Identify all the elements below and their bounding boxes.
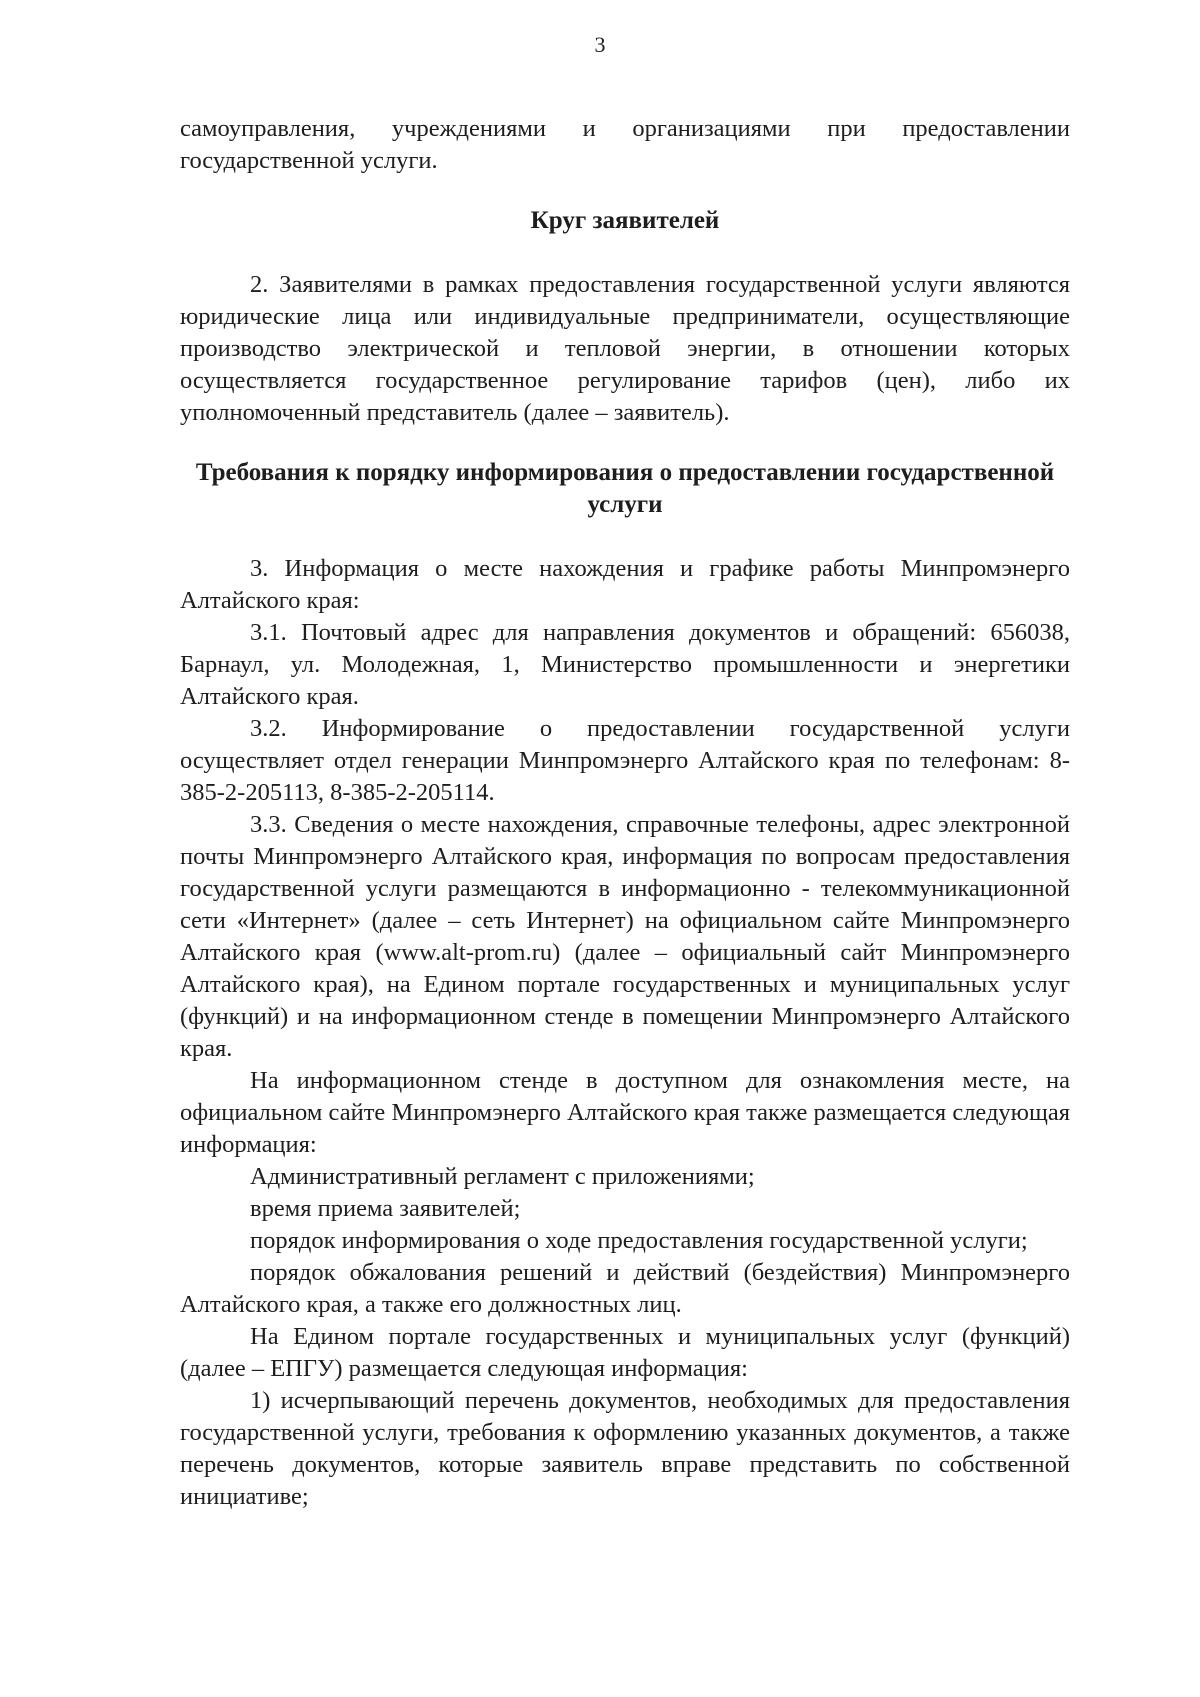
list-item: порядок обжалования решений и действий (бездействия) Минпромэнерго Алтайского края, а также его должностных лиц. bbox=[180, 1259, 1070, 1318]
section-heading-applicants: Круг заявителей bbox=[530, 207, 720, 234]
paragraph-intro: самоуправления, учреждениями и организациями при предоставлении государственной услуги. bbox=[180, 115, 1070, 174]
section-heading-informing: Требования к порядку информирования о предоставлении государственной услуги bbox=[195, 459, 1055, 518]
paragraph-epgu: На Едином портале государственных и муниципальных услуг (функций) (далее – ЕПГУ) размещается следующая информация: bbox=[180, 1323, 1070, 1382]
document-body bbox=[180, 113, 1070, 1513]
paragraph-3-1: 3.1. Почтовый адрес для направления документов и обращений: 656038, Барнаул, ул. Молодежная, 1, Министерство промышленности и энергетики Алтайского края. bbox=[180, 619, 1070, 710]
list-item: порядок информирования о ходе предоставления государственной услуги; bbox=[250, 1227, 1028, 1254]
paragraph-3-3: 3.3. Сведения о месте нахождения, справочные телефоны, адрес электронной почты Минпромэнерго Алтайского края, информация по вопросам предоставления государственной услуги размещаются в информационно - телекоммуникационной сети «Интернет» (далее – сеть Интернет) на официальном сайте Минпромэнерго Алтайского края (www.alt-prom.ru) (далее – официальный сайт Минпромэнерго Алтайского края), на Едином портале государственных и муниципальных услуг (функций) и на информационном стенде в помещении Минпромэнерго Алтайского края. bbox=[180, 811, 1070, 1062]
paragraph-2: 2. Заявителями в рамках предоставления государственной услуги являются юридические лица или индивидуальные предприниматели, осуществляющие производство электрической и тепловой энергии, в отношении которых осуществляется государственное регулирование тарифов (цен), либо их уполномоченный представитель (далее – заявитель). bbox=[180, 271, 1070, 426]
list-item: Административный регламент с приложениями; bbox=[250, 1163, 755, 1190]
paragraph-item-1: 1) исчерпывающий перечень документов, необходимых для предоставления государственной услуги, требования к оформлению указанных документов, а также перечень документов, которые заявитель вправе представить по собственной инициативе; bbox=[180, 1387, 1070, 1510]
page-number: 3 bbox=[594, 32, 606, 57]
paragraph-3-2: 3.2. Информирование о предоставлении государственной услуги осуществляет отдел генерации Минпромэнерго Алтайского края по телефонам: 8-385-2-205113, 8-385-2-205114. bbox=[180, 715, 1070, 806]
paragraph-3: 3. Информация о месте нахождения и графике работы Минпромэнерго Алтайского края: bbox=[180, 555, 1070, 614]
paragraph-info-stand: На информационном стенде в доступном для ознакомления месте, на официальном сайте Минпромэнерго Алтайского края также размещается следующая информация: bbox=[180, 1067, 1070, 1158]
list-item: время приема заявителей; bbox=[250, 1195, 521, 1222]
